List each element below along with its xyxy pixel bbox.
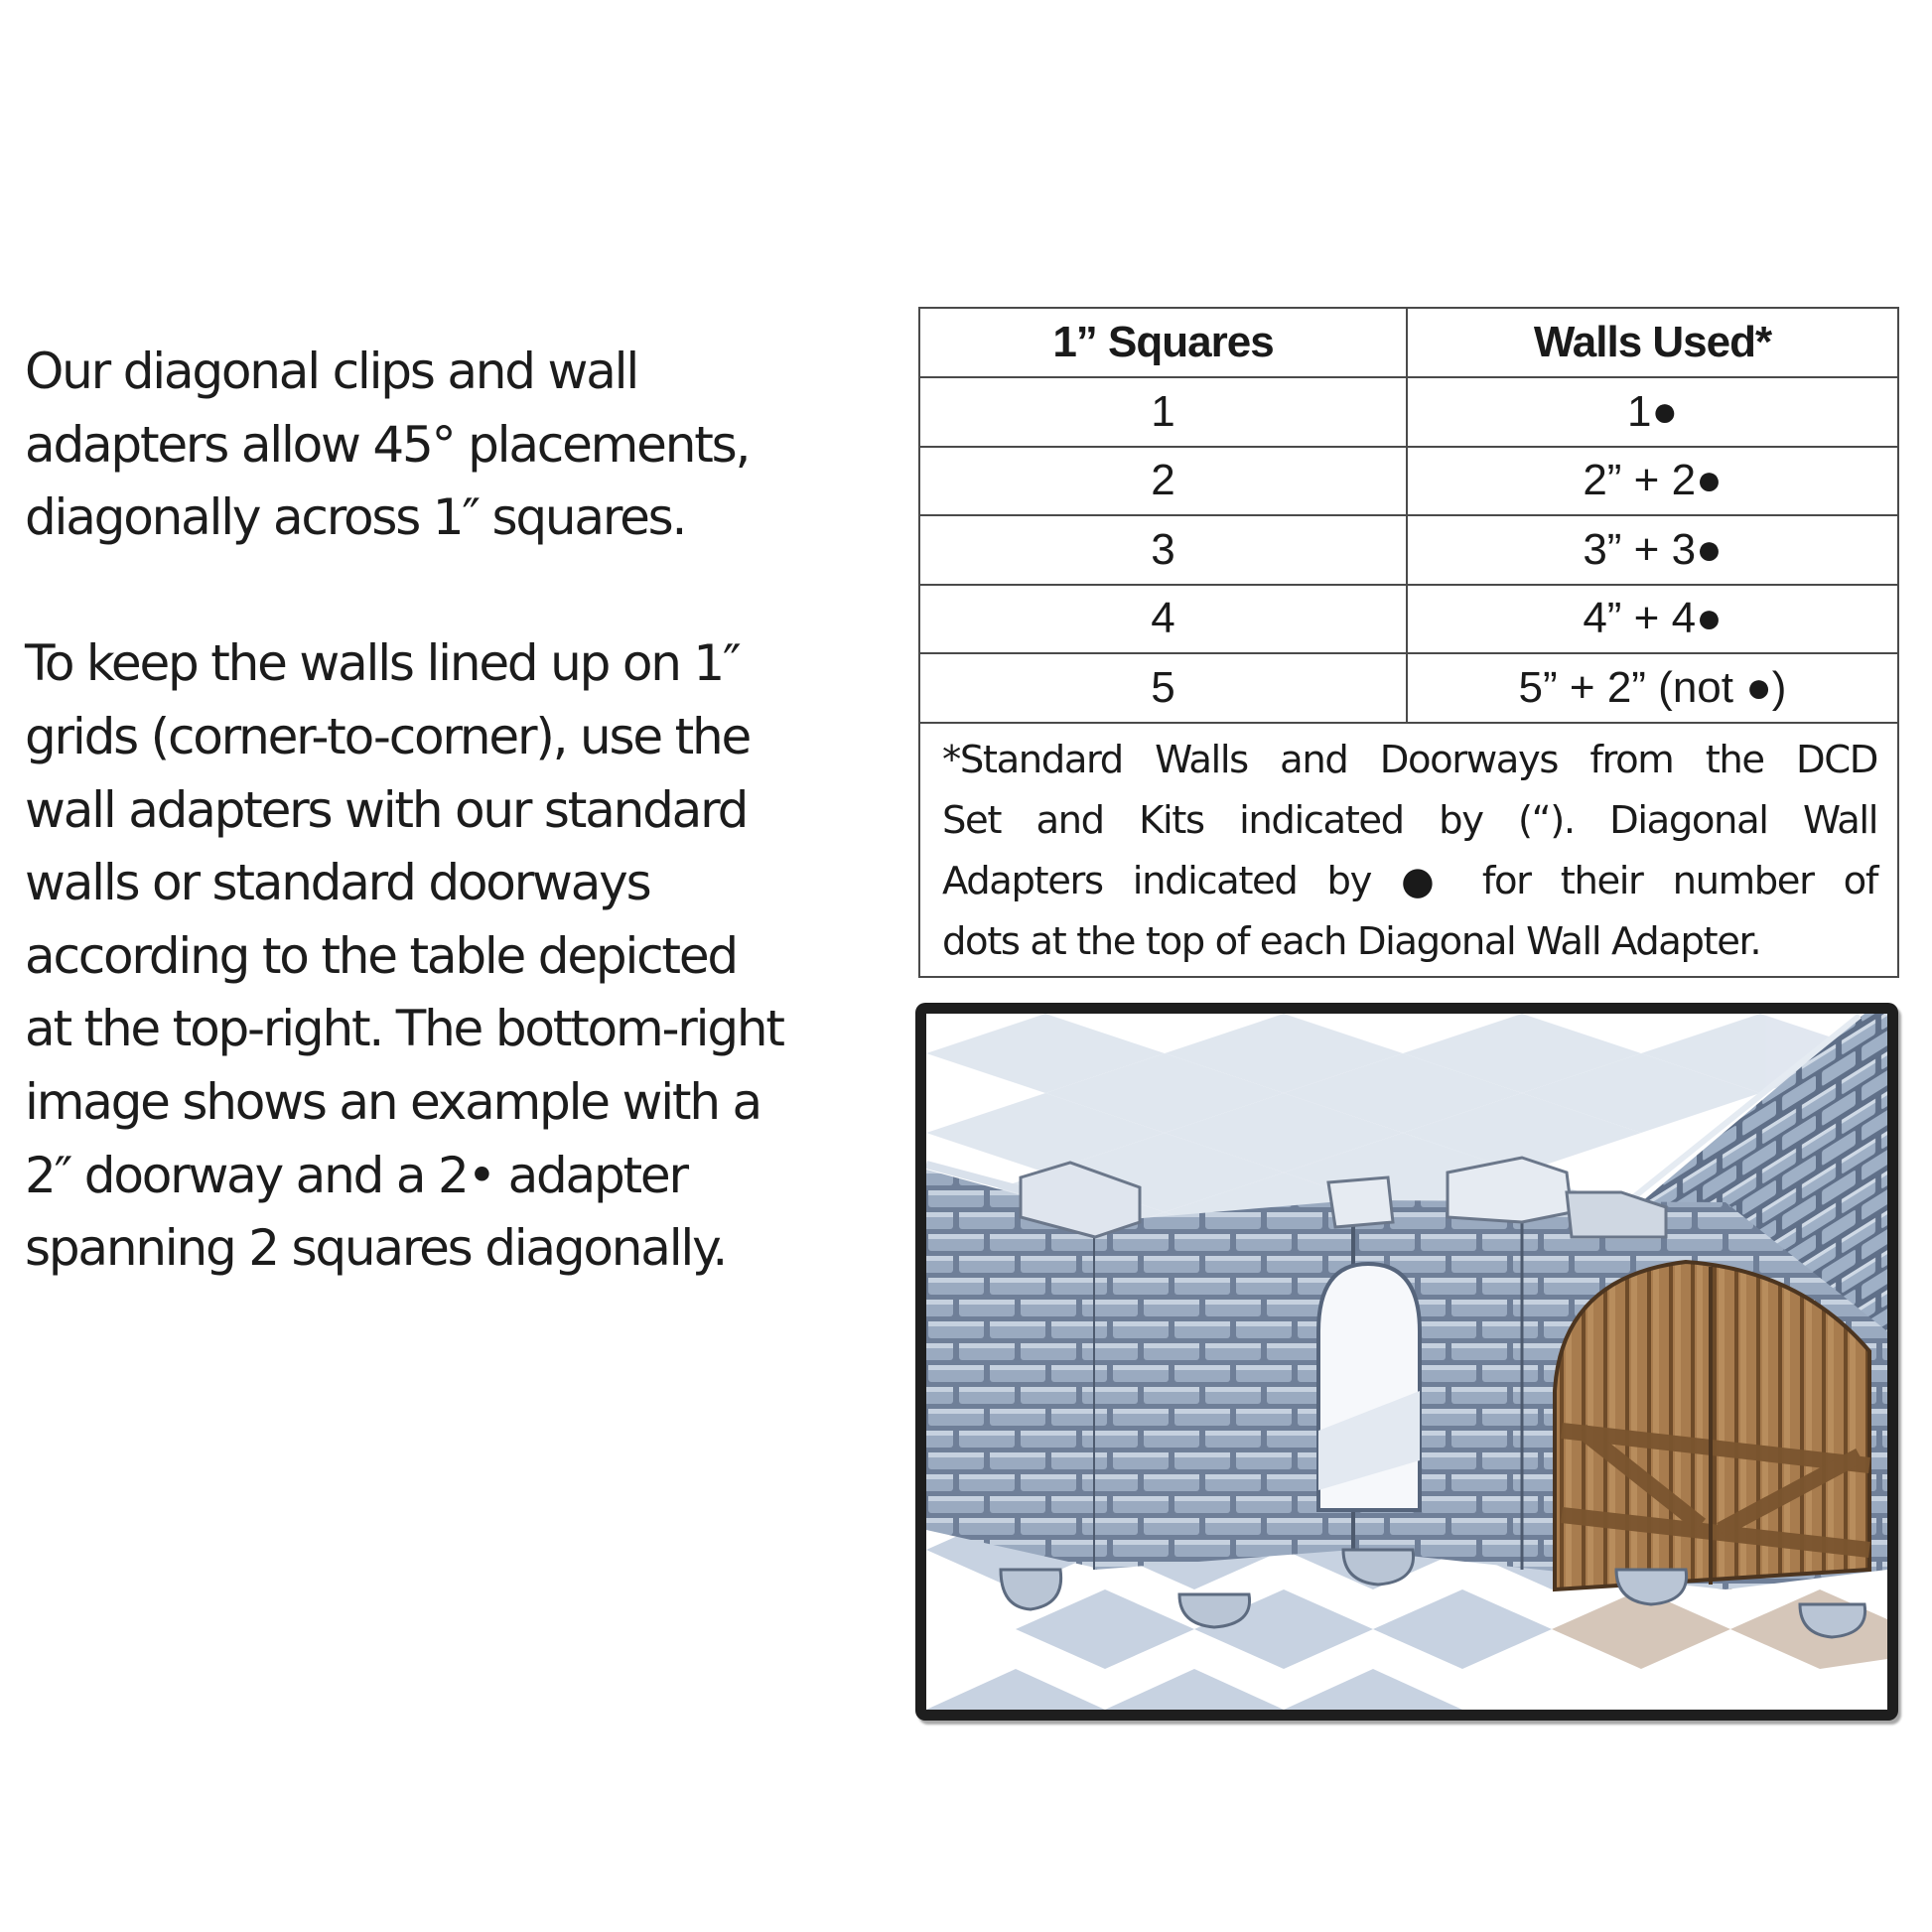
table-footnote [919,723,1898,977]
text-line: spanning 2 squares diagonally. [25,1219,727,1278]
text-line: Our diagonal clips and wall [25,343,638,400]
table-row [919,515,1898,585]
table-row [919,377,1898,447]
cell-squares: 1 [919,377,1407,447]
text-line: 2″ doorway and a 2• adapter [25,1146,687,1204]
text-line: walls or standard doorways [25,854,650,912]
text-line: according to the table depicted [25,926,737,985]
table-footnote-row [919,723,1898,977]
cell-walls-used: 2” + 2● [1407,447,1898,516]
footnote-line: Set and Kits indicated by (“). Diagonal Wall [942,797,1877,843]
column-header-walls-used: Walls Used* [1407,308,1898,377]
text-line: adapters allow 45° placements, [25,415,750,474]
text-line: image shows an example with a [25,1072,760,1131]
wall-render-image [926,1014,1887,1710]
cell-squares: 3 [919,515,1407,585]
cell-walls-used: 1● [1407,377,1898,447]
walls-used-table [918,307,1899,978]
table-header-row [919,308,1898,377]
footnote-line: dots at the top of each Diagonal Wall Adapter. [942,918,1761,964]
text-line: wall adapters with our standard [25,780,748,839]
cell-walls-used: 4” + 4● [1407,585,1898,654]
table-row [919,585,1898,654]
cell-squares: 5 [919,653,1407,723]
intro-paragraph-1 [25,336,898,555]
footnote-line: Adapters indicated by ● for their number of [942,858,1877,903]
text-line: at the top-right. The bottom-right [25,1000,783,1058]
text-line: grids (corner-to-corner), use the [25,707,751,765]
footnote-line: *Standard Walls and Doorways from the DCD [942,737,1877,782]
cell-walls-used: 5” + 2” (not ●) [1407,653,1898,723]
table-row [919,653,1898,723]
cell-squares: 4 [919,585,1407,654]
column-header-squares: 1” Squares [919,308,1407,377]
cell-walls-used: 3” + 3● [1407,515,1898,585]
example-illustration [915,1003,1898,1721]
cell-squares: 2 [919,447,1407,516]
text-line: To keep the walls lined up on 1″ [25,634,740,693]
intro-paragraph-2 [25,627,898,1285]
intro-text [25,336,898,1286]
table-row [919,447,1898,516]
text-line: diagonally across 1″ squares. [25,488,686,547]
